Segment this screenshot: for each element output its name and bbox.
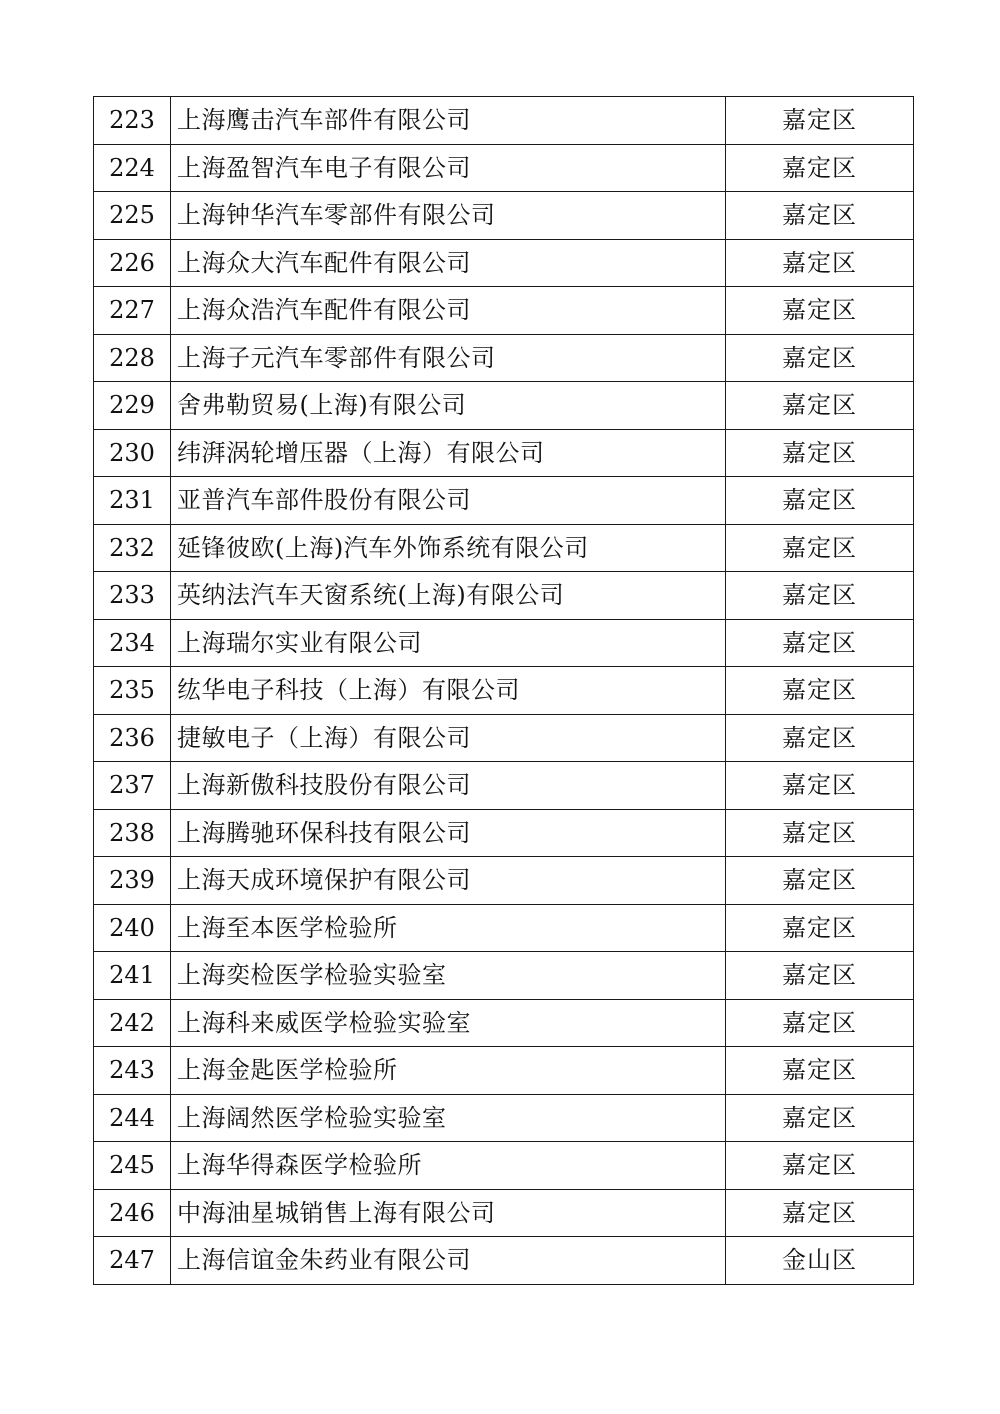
district: 嘉定区 [726, 999, 914, 1047]
district: 嘉定区 [726, 1047, 914, 1095]
district: 嘉定区 [726, 1189, 914, 1237]
row-number: 224 [94, 144, 171, 192]
table-row [94, 1047, 914, 1095]
district: 嘉定区 [726, 477, 914, 525]
table-row [94, 762, 914, 810]
company-name: 上海盈智汽车电子有限公司 [171, 144, 726, 192]
row-number: 229 [94, 382, 171, 430]
table-row [94, 1189, 914, 1237]
table-row [94, 952, 914, 1000]
table-row [94, 144, 914, 192]
company-name: 上海天成环境保护有限公司 [171, 857, 726, 905]
company-name: 延锋彼欧(上海)汽车外饰系统有限公司 [171, 524, 726, 572]
table-row [94, 999, 914, 1047]
district: 嘉定区 [726, 809, 914, 857]
district: 嘉定区 [726, 382, 914, 430]
district: 嘉定区 [726, 619, 914, 667]
row-number: 242 [94, 999, 171, 1047]
row-number: 238 [94, 809, 171, 857]
company-name: 上海科来威医学检验实验室 [171, 999, 726, 1047]
company-name: 上海金匙医学检验所 [171, 1047, 726, 1095]
company-name: 舍弗勒贸易(上海)有限公司 [171, 382, 726, 430]
district: 嘉定区 [726, 952, 914, 1000]
table-row [94, 667, 914, 715]
row-number: 230 [94, 429, 171, 477]
district: 嘉定区 [726, 904, 914, 952]
district: 金山区 [726, 1237, 914, 1285]
district: 嘉定区 [726, 192, 914, 240]
table-row [94, 1094, 914, 1142]
company-name: 英纳法汽车天窗系统(上海)有限公司 [171, 572, 726, 620]
row-number: 228 [94, 334, 171, 382]
row-number: 237 [94, 762, 171, 810]
company-name: 上海至本医学检验所 [171, 904, 726, 952]
company-name: 上海华得森医学检验所 [171, 1142, 726, 1190]
company-name: 上海子元汽车零部件有限公司 [171, 334, 726, 382]
company-name: 上海众浩汽车配件有限公司 [171, 287, 726, 335]
table-row [94, 192, 914, 240]
district: 嘉定区 [726, 667, 914, 715]
district: 嘉定区 [726, 857, 914, 905]
table-row [94, 857, 914, 905]
district: 嘉定区 [726, 524, 914, 572]
district: 嘉定区 [726, 97, 914, 145]
table-body [94, 97, 914, 1285]
table-row [94, 572, 914, 620]
table-row [94, 524, 914, 572]
row-number: 236 [94, 714, 171, 762]
row-number: 234 [94, 619, 171, 667]
row-number: 240 [94, 904, 171, 952]
row-number: 243 [94, 1047, 171, 1095]
table-row [94, 97, 914, 145]
company-name: 上海钟华汽车零部件有限公司 [171, 192, 726, 240]
district: 嘉定区 [726, 1094, 914, 1142]
district: 嘉定区 [726, 144, 914, 192]
row-number: 231 [94, 477, 171, 525]
row-number: 239 [94, 857, 171, 905]
table-row [94, 477, 914, 525]
district: 嘉定区 [726, 429, 914, 477]
row-number: 232 [94, 524, 171, 572]
district: 嘉定区 [726, 762, 914, 810]
company-name: 纬湃涡轮增压器（上海）有限公司 [171, 429, 726, 477]
company-name: 上海信谊金朱药业有限公司 [171, 1237, 726, 1285]
company-name: 中海油星城销售上海有限公司 [171, 1189, 726, 1237]
district: 嘉定区 [726, 334, 914, 382]
table-row [94, 1142, 914, 1190]
company-name: 上海腾驰环保科技有限公司 [171, 809, 726, 857]
row-number: 241 [94, 952, 171, 1000]
company-name: 上海奕检医学检验实验室 [171, 952, 726, 1000]
table-row [94, 619, 914, 667]
table-row [94, 809, 914, 857]
district: 嘉定区 [726, 714, 914, 762]
company-name: 上海鹰击汽车部件有限公司 [171, 97, 726, 145]
table-row [94, 904, 914, 952]
row-number: 227 [94, 287, 171, 335]
table-row [94, 429, 914, 477]
row-number: 235 [94, 667, 171, 715]
row-number: 247 [94, 1237, 171, 1285]
table-row [94, 239, 914, 287]
table-row [94, 334, 914, 382]
company-name: 纮华电子科技（上海）有限公司 [171, 667, 726, 715]
district: 嘉定区 [726, 1142, 914, 1190]
district: 嘉定区 [726, 572, 914, 620]
table-row [94, 714, 914, 762]
table-row [94, 287, 914, 335]
company-name: 亚普汽车部件股份有限公司 [171, 477, 726, 525]
row-number: 225 [94, 192, 171, 240]
row-number: 245 [94, 1142, 171, 1190]
company-name: 上海阔然医学检验实验室 [171, 1094, 726, 1142]
row-number: 246 [94, 1189, 171, 1237]
company-name: 上海瑞尔实业有限公司 [171, 619, 726, 667]
table-row [94, 1237, 914, 1285]
row-number: 226 [94, 239, 171, 287]
company-name: 捷敏电子（上海）有限公司 [171, 714, 726, 762]
company-list-table [93, 96, 914, 1285]
table-row [94, 382, 914, 430]
company-name: 上海众大汽车配件有限公司 [171, 239, 726, 287]
row-number: 233 [94, 572, 171, 620]
company-name: 上海新傲科技股份有限公司 [171, 762, 726, 810]
district: 嘉定区 [726, 239, 914, 287]
district: 嘉定区 [726, 287, 914, 335]
row-number: 223 [94, 97, 171, 145]
row-number: 244 [94, 1094, 171, 1142]
